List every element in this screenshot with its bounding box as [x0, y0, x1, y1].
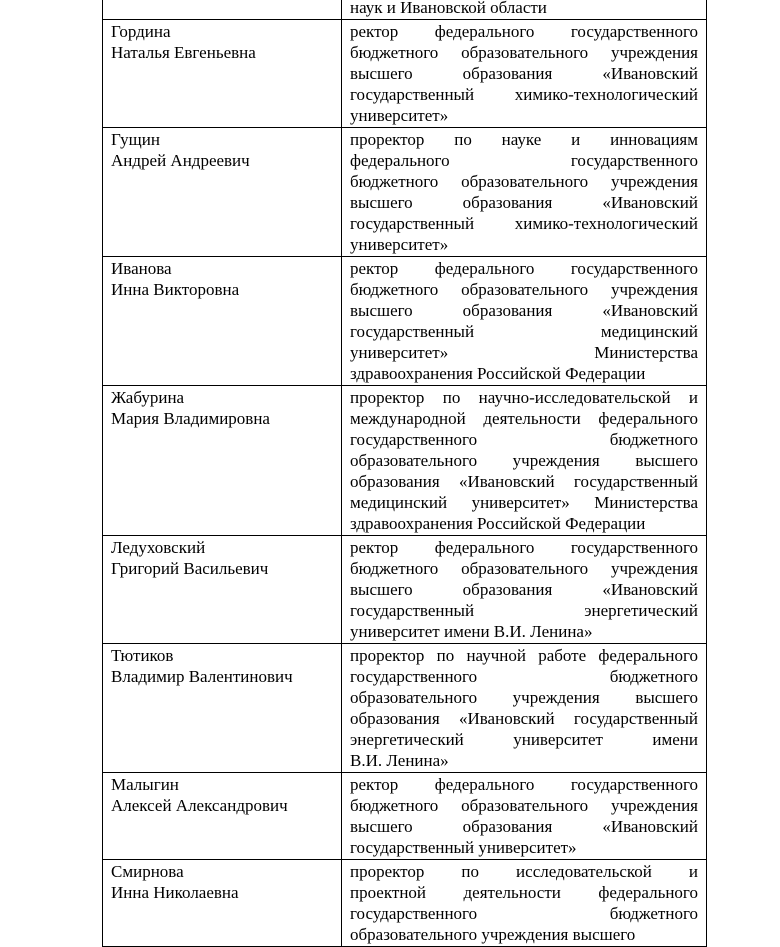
position-text-line: государственного бюджетного [350, 430, 698, 449]
person-surname: Гордина [111, 22, 171, 41]
person-position-cell [342, 20, 707, 128]
position-text-line: бюджетного образовательного учреждения [350, 172, 698, 191]
person-name-cell [103, 773, 342, 860]
person-given-names: Григорий Васильевич [111, 559, 269, 578]
position-text-line: государственный химико-технологический [350, 85, 698, 104]
table-row [103, 773, 707, 860]
position-text-line: ректор федерального государственного [350, 538, 698, 557]
table-row [103, 128, 707, 257]
position-text-line: здравоохранения Российской Федерации [350, 514, 646, 533]
position-text-line: государственный химико-технологический [350, 214, 698, 233]
person-name-cell [103, 644, 342, 773]
table-row [103, 860, 707, 947]
position-text-line: образования «Ивановский государственный [350, 472, 698, 491]
position-text-line: проректор по исследовательской и [350, 862, 698, 881]
person-position-cell [342, 128, 707, 257]
position-text-line: наук и Ивановской области [350, 0, 547, 17]
person-given-names: Алексей Александрович [111, 796, 288, 815]
person-given-names: Наталья Евгеньевна [111, 43, 256, 62]
table-body [103, 0, 707, 947]
table-row [103, 0, 707, 20]
position-text-line: здравоохранения Российской Федерации [350, 364, 646, 383]
position-text-line: высшего образования «Ивановский [350, 580, 698, 599]
position-text-line: ректор федерального государственного [350, 259, 698, 278]
position-text-line: медицинский университет» Министерства [350, 493, 698, 512]
position-text-line: высшего образования «Ивановский [350, 817, 698, 836]
position-text-line: проектной деятельности федерального [350, 883, 698, 902]
position-text-line: образовательного учреждения высшего [350, 451, 698, 470]
table-row [103, 536, 707, 644]
person-given-names: Мария Владимировна [111, 409, 270, 428]
table-row [103, 20, 707, 128]
position-text-line: университет» Министерства [350, 343, 698, 362]
position-text-line: федерального государственного [350, 151, 698, 170]
person-surname: Малыгин [111, 775, 179, 794]
position-text-line: высшего образования «Ивановский [350, 193, 698, 212]
position-text-line: государственный университет» [350, 838, 577, 857]
position-text-line: государственного бюджетного [350, 904, 698, 923]
position-text-line: образовательного учреждения высшего [350, 925, 636, 944]
person-surname: Тютиков [111, 646, 174, 665]
position-text-line: государственного бюджетного [350, 667, 698, 686]
position-text-line: международной деятельности федерального [350, 409, 698, 428]
person-name-cell [103, 257, 342, 386]
person-surname: Смирнова [111, 862, 184, 881]
person-name-cell [103, 536, 342, 644]
position-text-line: бюджетного образовательного учреждения [350, 43, 698, 62]
person-given-names: Владимир Валентинович [111, 667, 293, 686]
position-text-line: высшего образования «Ивановский [350, 301, 698, 320]
person-name-cell [103, 0, 342, 20]
document-page [102, 0, 707, 947]
table-row [103, 386, 707, 536]
table-row [103, 644, 707, 773]
person-name-cell [103, 128, 342, 257]
person-surname: Гущин [111, 130, 160, 149]
position-text-line: государственный энергетический [350, 601, 698, 620]
position-text-line: проректор по научно-исследовательской и [350, 388, 698, 407]
person-given-names: Инна Николаевна [111, 883, 239, 902]
position-text-line: бюджетного образовательного учреждения [350, 796, 698, 815]
position-text-line: проректор по науке и инновациям [350, 130, 698, 149]
position-text-line: бюджетного образовательного учреждения [350, 280, 698, 299]
position-text-line: В.И. Ленина» [350, 751, 449, 770]
person-given-names: Инна Викторовна [111, 280, 240, 299]
person-given-names: Андрей Андреевич [111, 151, 250, 170]
person-position-cell [342, 773, 707, 860]
position-text-line: высшего образования «Ивановский [350, 64, 698, 83]
position-text-line: ректор федерального государственного [350, 775, 698, 794]
person-position-cell [342, 0, 707, 20]
position-text-line: бюджетного образовательного учреждения [350, 559, 698, 578]
person-surname: Иванова [111, 259, 172, 278]
person-position-cell [342, 644, 707, 773]
person-name-cell [103, 860, 342, 947]
table-row [103, 257, 707, 386]
position-text-line: энергетический университет имени [350, 730, 698, 749]
commission-members-table [102, 0, 707, 947]
person-position-cell [342, 257, 707, 386]
position-text-line: государственный медицинский [350, 322, 698, 341]
position-text-line: образовательного учреждения высшего [350, 688, 698, 707]
person-name-cell [103, 386, 342, 536]
person-position-cell [342, 536, 707, 644]
position-text-line: университет» [350, 235, 449, 254]
position-text-line: университет» [350, 106, 449, 125]
person-surname: Жабурина [111, 388, 185, 407]
person-position-cell [342, 386, 707, 536]
position-text-line: университет имени В.И. Ленина» [350, 622, 593, 641]
person-position-cell [342, 860, 707, 947]
position-text-line: образования «Ивановский государственный [350, 709, 698, 728]
position-text-line: проректор по научной работе федерального [350, 646, 698, 665]
person-name-cell [103, 20, 342, 128]
person-surname: Ледуховский [111, 538, 206, 557]
position-text-line: ректор федерального государственного [350, 22, 698, 41]
